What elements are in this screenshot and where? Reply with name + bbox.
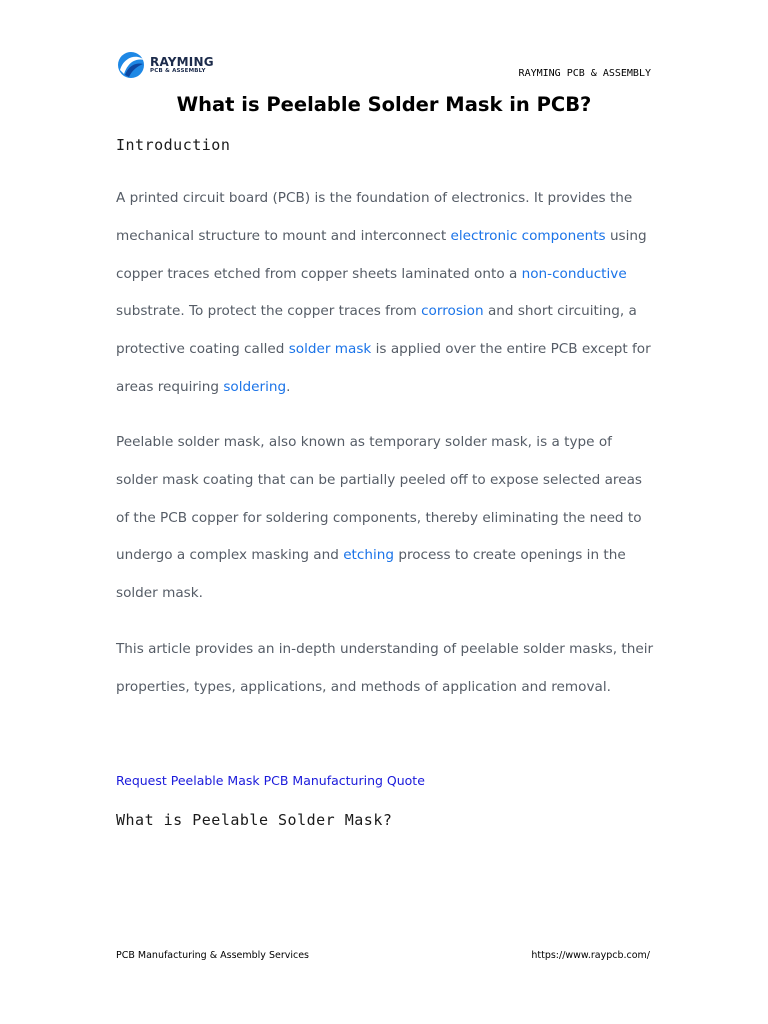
paragraph-text: substrate. To protect the copper traces from: [116, 303, 422, 320]
request-quote-link[interactable]: Request Peelable Mask PCB Manufacturing Quote: [116, 773, 425, 788]
paragraph-text: .: [286, 378, 291, 395]
paragraph-text: A printed circuit board (PCB) is the foundation of electronics. It provides the mechanical structure to mount and interconnect: [116, 190, 633, 244]
rayming-logo: [116, 50, 214, 80]
logo-subtitle: PCB & ASSEMBLY: [150, 67, 206, 74]
paragraph-text: Peelable solder mask, also known as temporary solder mask, is a type of solder mask coating that can be partially peeled off to expose selected areas of the PCB copper for soldering components, thereby eliminating the need to undergo a complex masking and: [116, 434, 643, 564]
intro-paragraph-1: [116, 180, 656, 407]
introduction-heading: Introduction: [116, 136, 231, 154]
footer-url: https://www.raypcb.com/: [531, 950, 650, 961]
link-solder-mask[interactable]: solder mask: [288, 341, 372, 358]
what-is-heading: What is Peelable Solder Mask?: [116, 811, 393, 829]
footer-services: PCB Manufacturing & Assembly Services: [116, 950, 310, 961]
link-soldering[interactable]: soldering: [223, 378, 287, 395]
intro-paragraph-2: [116, 424, 656, 613]
paragraph-text: process to create openings in the solder mask.: [116, 547, 626, 602]
rayming-swirl-icon: [116, 50, 146, 80]
paragraph-text: is applied over the entire PCB except for areas requiring: [116, 341, 651, 395]
paragraph-text: and short circuiting, a protective coating called: [116, 303, 637, 358]
page-title: What is Peelable Solder Mask in PCB?: [176, 93, 592, 116]
paragraph-text: This article provides an in-depth understanding of peelable solder masks, their properties, types, applications, and methods of application and removal.: [116, 641, 654, 695]
link-corrosion[interactable]: corrosion: [421, 303, 484, 320]
header-company-name: RAYMING PCB & ASSEMBLY: [518, 68, 651, 79]
paragraph-text: using copper traces etched from copper sheets laminated onto a: [116, 227, 647, 282]
link-electronic-components[interactable]: electronic components: [450, 227, 606, 244]
intro-paragraph-3: [116, 631, 656, 707]
link-etching[interactable]: etching: [343, 547, 394, 564]
link-non-conductive[interactable]: non-conductive: [521, 265, 627, 282]
logo-brand: RAYMING: [150, 54, 214, 69]
